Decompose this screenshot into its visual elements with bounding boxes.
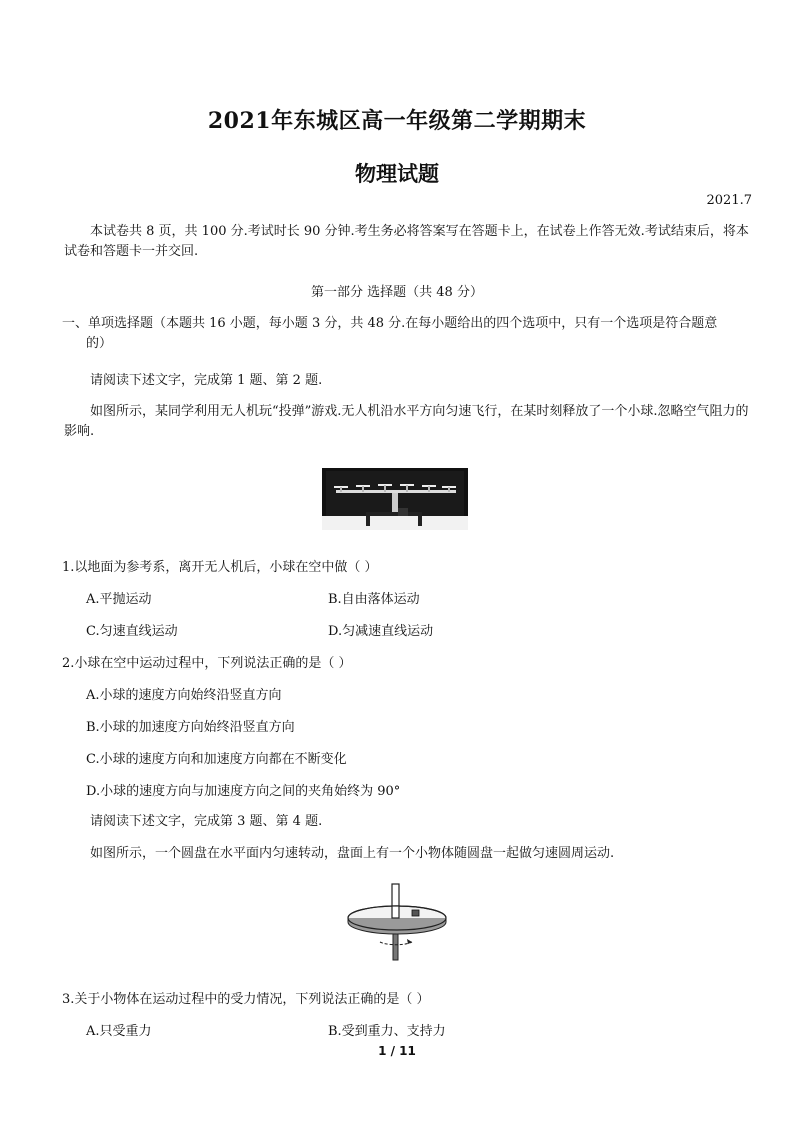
q3-option-b: B.受到重力、支持力 bbox=[328, 1024, 446, 1039]
page-number: 1 / 11 bbox=[378, 1044, 416, 1058]
drone-image bbox=[322, 468, 468, 530]
passage-1: 如图所示，某同学利用无人机玩“投弹”游戏.无人机沿水平方向匀速飞行，在某时刻释放了一个小球.忽略空气阻力的影响. bbox=[64, 404, 749, 439]
question-3-stem: 3.关于小物体在运动过程中的受力情况，下列说法正确的是（ ） bbox=[62, 992, 430, 1007]
rotating-disc-figure bbox=[342, 882, 452, 962]
exam-title: 2021年东城区高一年级第二学期期末 bbox=[207, 108, 587, 134]
q1-option-c: C.匀速直线运动 bbox=[86, 624, 178, 639]
q2-option-b: B.小球的加速度方向始终沿竖直方向 bbox=[86, 720, 295, 735]
read-instruction-1: 请阅读下述文字，完成第 1 题、第 2 题. bbox=[90, 373, 323, 388]
exam-date: 2021.7 bbox=[706, 193, 752, 208]
question-1 bbox=[62, 556, 378, 575]
q1-option-d: D.匀减速直线运动 bbox=[328, 624, 434, 639]
section-instructions bbox=[62, 314, 742, 354]
exam-subtitle: 物理试题 bbox=[355, 161, 439, 186]
question-1-stem: 1.以地面为参考系，离开无人机后，小球在空中做（ ） bbox=[62, 560, 378, 575]
q1-option-b: B.自由落体运动 bbox=[328, 592, 420, 607]
q1-option-a: A.平抛运动 bbox=[86, 592, 152, 607]
q3-option-a: A.只受重力 bbox=[86, 1024, 152, 1039]
section-line-2: 的） bbox=[86, 336, 113, 351]
section-line-1: 一、单项选择题（本题共 16 小题，每小题 3 分，共 48 分.在每小题给出的四个选项中，只有一个选项是符合题意 bbox=[62, 316, 718, 331]
intro-paragraph: 本试卷共 8 页，共 100 分.考试时长 90 分钟.考生务必将答案写在答题卡上，在试卷上作答无效.考试结束后，将本试卷和答题卡一并交回. bbox=[64, 224, 749, 259]
q2-option-c: C.小球的速度方向和加速度方向都在不断变化 bbox=[86, 752, 347, 767]
q2-option-d: D.小球的速度方向与加速度方向之间的夹角始终为 90° bbox=[86, 784, 401, 799]
question-2-stem: 2.小球在空中运动过程中，下列说法正确的是（ ） bbox=[62, 656, 352, 671]
passage-2: 如图所示，一个圆盘在水平面内匀速转动，盘面上有一个小物体随圆盘一起做匀速圆周运动. bbox=[90, 846, 615, 861]
q2-option-a: A.小球的速度方向始终沿竖直方向 bbox=[86, 688, 282, 703]
part-heading: 第一部分 选择题（共 48 分） bbox=[311, 285, 483, 300]
read-instruction-2: 请阅读下述文字，完成第 3 题、第 4 题. bbox=[90, 814, 323, 829]
